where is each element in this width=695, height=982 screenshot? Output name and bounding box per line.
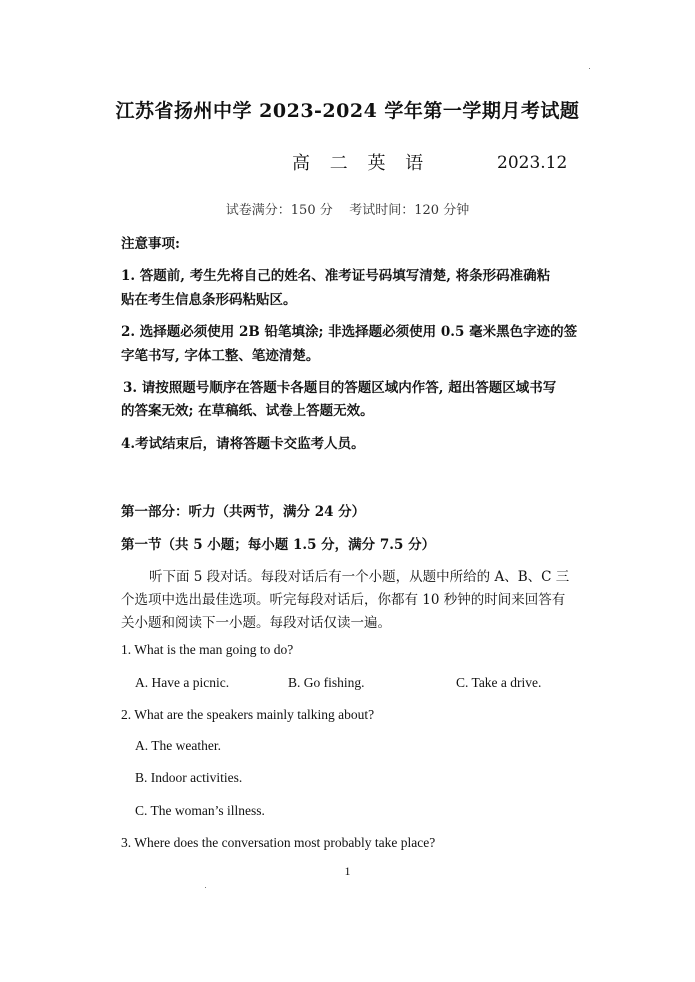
q1-option-c: C. Take a drive. bbox=[456, 675, 542, 690]
part1-heading: 第一部分：听力（共两节，满分 24 分） bbox=[121, 504, 366, 520]
instruction-line-1: 听下面 5 段对话。每段对话后有一个小题，从题中所给的 A、B、C 三 bbox=[149, 569, 570, 585]
q1-option-b: B. Go fishing. bbox=[288, 675, 365, 690]
question-1: 1. What is the man going to do? bbox=[121, 642, 294, 657]
exam-title: 江苏省扬州中学 2023-2024 学年第一学期月考试题 bbox=[115, 100, 580, 122]
instruction-line-3: 关小题和阅读下一小题。每段对话仅读一遍。 bbox=[121, 615, 391, 631]
exam-info: 试卷满分：150 分 考试时间：120 分钟 bbox=[225, 203, 470, 218]
q2-option-b: B. Indoor activities. bbox=[135, 770, 243, 785]
note-2-line2: 字笔书写, 字体工整、笔迹清楚。 bbox=[121, 348, 320, 364]
q2-option-a: A. The weather. bbox=[135, 738, 221, 753]
scan-speck bbox=[205, 887, 206, 888]
notes-heading: 注意事项: bbox=[121, 236, 180, 252]
note-2-line1: 2. 选择题必须使用 2B 铅笔填涂; 非选择题必须使用 0.5 毫米黑色字迹的签 bbox=[121, 324, 578, 340]
note-1-line2: 贴在考生信息条形码粘贴区。 bbox=[121, 292, 297, 308]
note-1-line1: 1. 答题前, 考生先将自己的姓名、准考证号码填写清楚, 将条形码准确粘 bbox=[121, 268, 551, 284]
subject-label: 高 二 英 语 bbox=[292, 153, 431, 174]
question-3: 3. Where does the conversation most probably take place? bbox=[121, 835, 436, 850]
instruction-line-2: 个选项中选出最佳选项。听完每段对话后，你都有 10 秒钟的时间来回答有 bbox=[121, 592, 566, 608]
q1-option-a: A. Have a picnic. bbox=[135, 675, 230, 690]
page-number: 1 bbox=[344, 864, 351, 878]
section1-heading: 第一节（共 5 小题；每小题 1.5 分，满分 7.5 分） bbox=[121, 537, 436, 553]
exam-date: 2023.12 bbox=[497, 153, 568, 173]
q2-option-c: C. The woman’s illness. bbox=[135, 803, 265, 818]
note-3-line2: 的答案无效; 在草稿纸、试卷上答题无效。 bbox=[121, 403, 374, 419]
question-2: 2. What are the speakers mainly talking about? bbox=[121, 707, 375, 722]
scan-speck bbox=[589, 68, 590, 69]
note-3-line1: 3. 请按照题号顺序在答题卡各题目的答题区域内作答, 超出答题区域书写 bbox=[123, 380, 557, 396]
note-4: 4.考试结束后，请将答题卡交监考人员。 bbox=[121, 436, 365, 452]
